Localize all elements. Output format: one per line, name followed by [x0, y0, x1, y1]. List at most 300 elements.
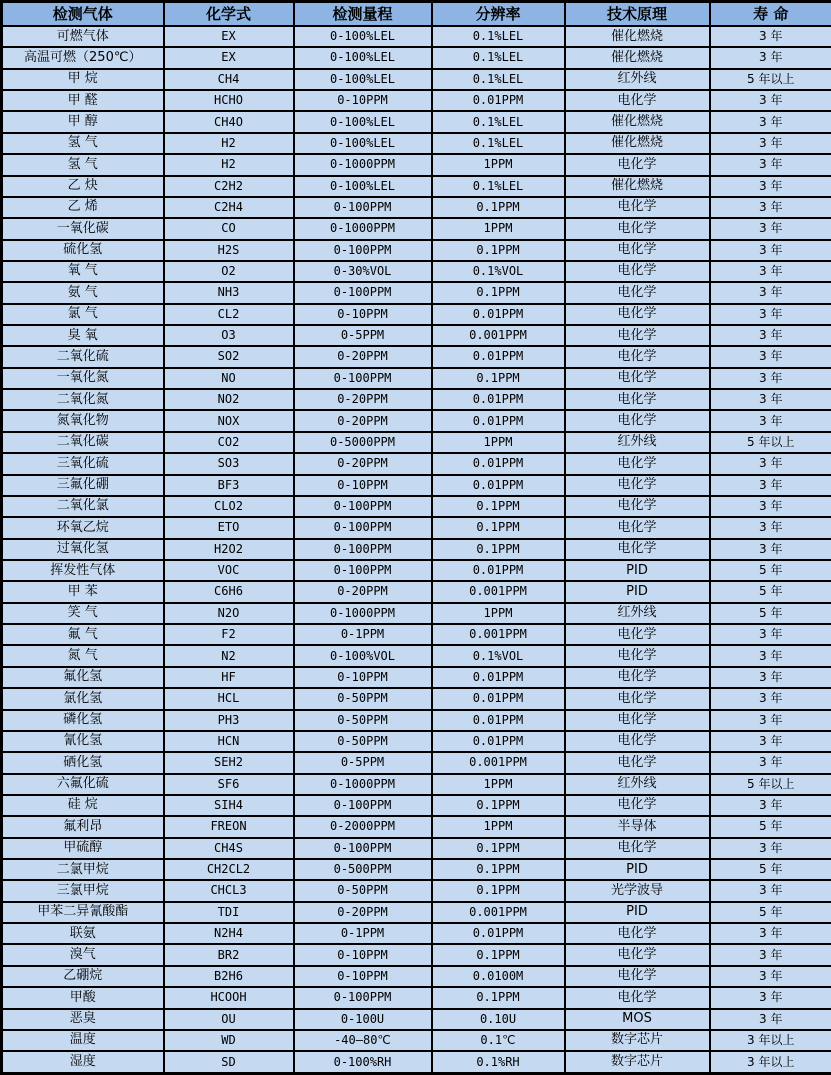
- cell-range: 0-1PPM: [294, 923, 432, 944]
- cell-formula: H2: [164, 154, 294, 175]
- cell-principle: 半导体: [565, 816, 710, 837]
- table-row: [2, 645, 831, 666]
- cell-formula: N2: [164, 645, 294, 666]
- cell-principle: PID: [565, 859, 710, 880]
- cell-resolution: 1PPM: [432, 432, 565, 453]
- cell-life: 3 年: [710, 261, 831, 282]
- cell-resolution: 0.01PPM: [432, 560, 565, 581]
- cell-formula: SIH4: [164, 795, 294, 816]
- cell-life: 3 年以上: [710, 1030, 831, 1051]
- cell-range: 0-100%LEL: [294, 111, 432, 132]
- cell-formula: SF6: [164, 774, 294, 795]
- cell-principle: 电化学: [565, 517, 710, 538]
- cell-principle: 电化学: [565, 453, 710, 474]
- cell-range: 0-100PPM: [294, 987, 432, 1008]
- table-row: [2, 880, 831, 901]
- cell-life: 3 年: [710, 325, 831, 346]
- cell-life: 3 年: [710, 346, 831, 367]
- cell-formula: SO2: [164, 346, 294, 367]
- cell-range: 0-1PPM: [294, 624, 432, 645]
- table-row: [2, 90, 831, 111]
- table-row: [2, 517, 831, 538]
- cell-formula: H2: [164, 133, 294, 154]
- cell-range: 0-50PPM: [294, 880, 432, 901]
- cell-principle: 电化学: [565, 731, 710, 752]
- cell-formula: O3: [164, 325, 294, 346]
- cell-life: 3 年: [710, 133, 831, 154]
- cell-range: 0-10PPM: [294, 90, 432, 111]
- cell-principle: 电化学: [565, 368, 710, 389]
- table-row: [2, 176, 831, 197]
- cell-gas: 笑 气: [2, 603, 164, 624]
- cell-principle: 催化燃烧: [565, 133, 710, 154]
- cell-resolution: 0.1%LEL: [432, 26, 565, 47]
- cell-resolution: 1PPM: [432, 816, 565, 837]
- cell-resolution: 0.1PPM: [432, 987, 565, 1008]
- cell-gas: 氟 气: [2, 624, 164, 645]
- cell-range: 0-100PPM: [294, 282, 432, 303]
- cell-life: 3 年: [710, 838, 831, 859]
- table-row: [2, 133, 831, 154]
- cell-range: 0-10PPM: [294, 475, 432, 496]
- cell-formula: CO: [164, 218, 294, 239]
- cell-gas: 一氧化氮: [2, 368, 164, 389]
- table-row: [2, 432, 831, 453]
- cell-resolution: 0.1%LEL: [432, 176, 565, 197]
- cell-resolution: 0.001PPM: [432, 325, 565, 346]
- cell-life: 3 年: [710, 26, 831, 47]
- cell-formula: C2H4: [164, 197, 294, 218]
- cell-principle: 电化学: [565, 197, 710, 218]
- cell-range: -40—80℃: [294, 1030, 432, 1051]
- cell-principle: 电化学: [565, 410, 710, 431]
- cell-formula: BR2: [164, 944, 294, 965]
- cell-resolution: 0.0100M: [432, 966, 565, 987]
- cell-formula: EX: [164, 26, 294, 47]
- cell-resolution: 0.1PPM: [432, 880, 565, 901]
- cell-resolution: 0.1PPM: [432, 240, 565, 261]
- cell-range: 0-50PPM: [294, 688, 432, 709]
- cell-life: 3 年: [710, 880, 831, 901]
- table-row: [2, 218, 831, 239]
- table-row: [2, 154, 831, 175]
- table-row: [2, 475, 831, 496]
- cell-range: 0-100PPM: [294, 240, 432, 261]
- cell-principle: 红外线: [565, 432, 710, 453]
- cell-principle: 数字芯片: [565, 1051, 710, 1073]
- cell-principle: 电化学: [565, 90, 710, 111]
- cell-principle: 电化学: [565, 667, 710, 688]
- cell-principle: 电化学: [565, 218, 710, 239]
- cell-range: 0-20PPM: [294, 453, 432, 474]
- cell-range: 0-10PPM: [294, 304, 432, 325]
- cell-life: 5 年: [710, 816, 831, 837]
- cell-range: 0-10PPM: [294, 667, 432, 688]
- cell-range: 0-20PPM: [294, 581, 432, 602]
- cell-formula: C6H6: [164, 581, 294, 602]
- cell-life: 3 年: [710, 539, 831, 560]
- table-row: [2, 816, 831, 837]
- table-row: [2, 282, 831, 303]
- cell-gas: 六氟化硫: [2, 774, 164, 795]
- cell-life: 3 年: [710, 240, 831, 261]
- cell-gas: 二氧化氯: [2, 496, 164, 517]
- cell-gas: 磷化氢: [2, 710, 164, 731]
- cell-life: 3 年: [710, 111, 831, 132]
- cell-range: 0-100PPM: [294, 539, 432, 560]
- table-row: [2, 774, 831, 795]
- cell-life: 3 年: [710, 795, 831, 816]
- cell-gas: 氢 气: [2, 133, 164, 154]
- cell-gas: 臭 氧: [2, 325, 164, 346]
- cell-gas: 乙 炔: [2, 176, 164, 197]
- table-row: [2, 346, 831, 367]
- cell-resolution: 0.1%LEL: [432, 133, 565, 154]
- cell-formula: EX: [164, 47, 294, 68]
- cell-life: 3 年: [710, 389, 831, 410]
- cell-range: 0-100%RH: [294, 1051, 432, 1073]
- cell-resolution: 0.01PPM: [432, 475, 565, 496]
- cell-gas: 三氧化硫: [2, 453, 164, 474]
- table-row: [2, 1030, 831, 1051]
- cell-formula: OU: [164, 1009, 294, 1030]
- cell-life: 3 年: [710, 624, 831, 645]
- cell-gas: 甲 烷: [2, 69, 164, 90]
- cell-resolution: 0.1PPM: [432, 197, 565, 218]
- table-row: [2, 987, 831, 1008]
- cell-principle: 电化学: [565, 795, 710, 816]
- cell-formula: HCOOH: [164, 987, 294, 1008]
- cell-gas: 三氯甲烷: [2, 880, 164, 901]
- cell-principle: 电化学: [565, 475, 710, 496]
- cell-gas: 甲苯二异氰酸酯: [2, 902, 164, 923]
- table-row: [2, 26, 831, 47]
- table-row: [2, 197, 831, 218]
- cell-principle: 催化燃烧: [565, 176, 710, 197]
- cell-formula: C2H2: [164, 176, 294, 197]
- cell-gas: 溴气: [2, 944, 164, 965]
- cell-principle: 电化学: [565, 923, 710, 944]
- cell-range: 0-20PPM: [294, 389, 432, 410]
- table-row: [2, 731, 831, 752]
- cell-resolution: 0.001PPM: [432, 581, 565, 602]
- header-row: [2, 2, 831, 27]
- cell-resolution: 0.1PPM: [432, 539, 565, 560]
- cell-resolution: 0.1PPM: [432, 795, 565, 816]
- cell-range: 0-100PPM: [294, 517, 432, 538]
- cell-formula: ETO: [164, 517, 294, 538]
- cell-life: 5 年: [710, 560, 831, 581]
- table-row: [2, 1009, 831, 1030]
- cell-principle: 催化燃烧: [565, 111, 710, 132]
- table-row: [2, 69, 831, 90]
- cell-formula: CH4: [164, 69, 294, 90]
- cell-principle: 电化学: [565, 688, 710, 709]
- cell-life: 3 年: [710, 154, 831, 175]
- cell-resolution: 0.1PPM: [432, 838, 565, 859]
- cell-principle: PID: [565, 560, 710, 581]
- cell-gas: 湿度: [2, 1051, 164, 1073]
- cell-formula: CLO2: [164, 496, 294, 517]
- table-row: [2, 47, 831, 68]
- cell-principle: 电化学: [565, 966, 710, 987]
- table-row: [2, 111, 831, 132]
- cell-gas: 甲硫醇: [2, 838, 164, 859]
- cell-principle: 红外线: [565, 603, 710, 624]
- table-row: [2, 902, 831, 923]
- table-row: [2, 496, 831, 517]
- cell-formula: B2H6: [164, 966, 294, 987]
- cell-resolution: 0.1PPM: [432, 496, 565, 517]
- cell-principle: 电化学: [565, 346, 710, 367]
- table-row: [2, 261, 831, 282]
- col-header-resolution: 分辨率: [432, 2, 565, 27]
- cell-life: 3 年: [710, 197, 831, 218]
- cell-gas: 氧 气: [2, 261, 164, 282]
- table-row: [2, 581, 831, 602]
- cell-gas: 恶臭: [2, 1009, 164, 1030]
- cell-formula: H2S: [164, 240, 294, 261]
- cell-range: 0-10PPM: [294, 966, 432, 987]
- cell-resolution: 1PPM: [432, 154, 565, 175]
- cell-gas: 氯 气: [2, 304, 164, 325]
- cell-principle: 光学波导: [565, 880, 710, 901]
- cell-life: 3 年: [710, 410, 831, 431]
- cell-principle: 电化学: [565, 282, 710, 303]
- cell-range: 0-100%VOL: [294, 645, 432, 666]
- cell-resolution: 0.1%VOL: [432, 261, 565, 282]
- cell-gas: 硫化氢: [2, 240, 164, 261]
- cell-life: 3 年: [710, 645, 831, 666]
- table-row: [2, 410, 831, 431]
- cell-principle: 电化学: [565, 752, 710, 773]
- cell-range: 0-100PPM: [294, 197, 432, 218]
- cell-resolution: 1PPM: [432, 603, 565, 624]
- cell-principle: 电化学: [565, 154, 710, 175]
- cell-range: 0-5PPM: [294, 325, 432, 346]
- cell-gas: 温度: [2, 1030, 164, 1051]
- cell-life: 3 年: [710, 944, 831, 965]
- cell-resolution: 0.01PPM: [432, 90, 565, 111]
- cell-range: 0-1000PPM: [294, 218, 432, 239]
- cell-life: 3 年: [710, 752, 831, 773]
- cell-life: 3 年: [710, 496, 831, 517]
- cell-life: 3 年: [710, 517, 831, 538]
- table-body: [2, 26, 831, 1074]
- cell-life: 3 年: [710, 688, 831, 709]
- table-row: [2, 710, 831, 731]
- cell-life: 3 年: [710, 90, 831, 111]
- cell-principle: 电化学: [565, 389, 710, 410]
- cell-formula: N2H4: [164, 923, 294, 944]
- cell-resolution: 0.001PPM: [432, 902, 565, 923]
- cell-formula: NO2: [164, 389, 294, 410]
- cell-life: 3 年: [710, 282, 831, 303]
- cell-range: 0-100PPM: [294, 560, 432, 581]
- cell-gas: 二氧化硫: [2, 346, 164, 367]
- cell-resolution: 0.1%RH: [432, 1051, 565, 1073]
- cell-principle: 电化学: [565, 261, 710, 282]
- cell-gas: 氯化氢: [2, 688, 164, 709]
- cell-life: 3 年: [710, 453, 831, 474]
- cell-resolution: 0.01PPM: [432, 389, 565, 410]
- cell-gas: 二氧化碳: [2, 432, 164, 453]
- cell-formula: FREON: [164, 816, 294, 837]
- cell-formula: SO3: [164, 453, 294, 474]
- cell-range: 0-20PPM: [294, 410, 432, 431]
- table-header: [2, 2, 831, 27]
- cell-resolution: 0.01PPM: [432, 667, 565, 688]
- cell-formula: HCL: [164, 688, 294, 709]
- table-row: [2, 944, 831, 965]
- cell-range: 0-100PPM: [294, 838, 432, 859]
- cell-life: 3 年: [710, 710, 831, 731]
- cell-life: 3 年: [710, 368, 831, 389]
- cell-resolution: 0.01PPM: [432, 410, 565, 431]
- table-row: [2, 304, 831, 325]
- cell-range: 0-100PPM: [294, 496, 432, 517]
- cell-principle: PID: [565, 902, 710, 923]
- cell-range: 0-5000PPM: [294, 432, 432, 453]
- cell-life: 5 年: [710, 581, 831, 602]
- cell-range: 0-100%LEL: [294, 176, 432, 197]
- cell-range: 0-50PPM: [294, 710, 432, 731]
- cell-principle: 电化学: [565, 838, 710, 859]
- cell-range: 0-50PPM: [294, 731, 432, 752]
- cell-principle: 红外线: [565, 774, 710, 795]
- cell-gas: 氨 气: [2, 282, 164, 303]
- cell-gas: 挥发性气体: [2, 560, 164, 581]
- cell-resolution: 0.01PPM: [432, 453, 565, 474]
- cell-principle: 电化学: [565, 645, 710, 666]
- table-row: [2, 688, 831, 709]
- cell-resolution: 0.01PPM: [432, 304, 565, 325]
- cell-principle: 催化燃烧: [565, 47, 710, 68]
- cell-life: 3 年: [710, 923, 831, 944]
- cell-gas: 氟化氢: [2, 667, 164, 688]
- cell-resolution: 0.01PPM: [432, 710, 565, 731]
- cell-gas: 氮氧化物: [2, 410, 164, 431]
- cell-resolution: 0.1℃: [432, 1030, 565, 1051]
- cell-formula: CH2CL2: [164, 859, 294, 880]
- cell-formula: VOC: [164, 560, 294, 581]
- cell-gas: 环氧乙烷: [2, 517, 164, 538]
- col-header-gas: 检测气体: [2, 2, 164, 27]
- cell-principle: 催化燃烧: [565, 26, 710, 47]
- table-row: [2, 923, 831, 944]
- cell-resolution: 0.1%VOL: [432, 645, 565, 666]
- cell-life: 5 年以上: [710, 69, 831, 90]
- cell-gas: 过氧化氢: [2, 539, 164, 560]
- cell-principle: 电化学: [565, 624, 710, 645]
- cell-gas: 氮 气: [2, 645, 164, 666]
- cell-formula: CH4S: [164, 838, 294, 859]
- table-row: [2, 368, 831, 389]
- cell-formula: NOX: [164, 410, 294, 431]
- cell-formula: CHCL3: [164, 880, 294, 901]
- table-row: [2, 1051, 831, 1073]
- cell-range: 0-100%LEL: [294, 47, 432, 68]
- cell-life: 3 年: [710, 966, 831, 987]
- cell-life: 3 年: [710, 1009, 831, 1030]
- cell-range: 0-30%VOL: [294, 261, 432, 282]
- cell-formula: NH3: [164, 282, 294, 303]
- cell-life: 5 年以上: [710, 774, 831, 795]
- col-header-range: 检测量程: [294, 2, 432, 27]
- cell-range: 0-1000PPM: [294, 154, 432, 175]
- cell-gas: 氢 气: [2, 154, 164, 175]
- cell-resolution: 0.1PPM: [432, 282, 565, 303]
- cell-range: 0-2000PPM: [294, 816, 432, 837]
- cell-range: 0-1000PPM: [294, 774, 432, 795]
- cell-life: 3 年: [710, 731, 831, 752]
- cell-gas: 乙 烯: [2, 197, 164, 218]
- cell-life: 5 年: [710, 902, 831, 923]
- cell-gas: 甲 醇: [2, 111, 164, 132]
- cell-principle: 红外线: [565, 69, 710, 90]
- cell-principle: 电化学: [565, 944, 710, 965]
- cell-gas: 甲 醛: [2, 90, 164, 111]
- cell-life: 5 年以上: [710, 432, 831, 453]
- cell-range: 0-100PPM: [294, 795, 432, 816]
- cell-range: 0-10PPM: [294, 944, 432, 965]
- col-header-formula: 化学式: [164, 2, 294, 27]
- cell-resolution: 0.10U: [432, 1009, 565, 1030]
- table-row: [2, 325, 831, 346]
- cell-principle: 电化学: [565, 539, 710, 560]
- table-row: [2, 624, 831, 645]
- table-row: [2, 453, 831, 474]
- table-row: [2, 603, 831, 624]
- cell-range: 0-5PPM: [294, 752, 432, 773]
- cell-range: 0-1000PPM: [294, 603, 432, 624]
- cell-formula: WD: [164, 1030, 294, 1051]
- cell-life: 3 年: [710, 475, 831, 496]
- cell-principle: 电化学: [565, 240, 710, 261]
- table-row: [2, 752, 831, 773]
- cell-life: 3 年以上: [710, 1051, 831, 1073]
- cell-principle: 电化学: [565, 325, 710, 346]
- cell-resolution: 1PPM: [432, 774, 565, 795]
- cell-range: 0-100%LEL: [294, 133, 432, 154]
- cell-life: 3 年: [710, 987, 831, 1008]
- cell-range: 0-100%LEL: [294, 69, 432, 90]
- cell-formula: NO: [164, 368, 294, 389]
- cell-formula: H2O2: [164, 539, 294, 560]
- cell-resolution: 0.1PPM: [432, 517, 565, 538]
- cell-resolution: 0.1PPM: [432, 859, 565, 880]
- cell-formula: HF: [164, 667, 294, 688]
- cell-formula: O2: [164, 261, 294, 282]
- cell-life: 5 年: [710, 859, 831, 880]
- cell-formula: PH3: [164, 710, 294, 731]
- cell-gas: 可燃气体: [2, 26, 164, 47]
- cell-life: 3 年: [710, 176, 831, 197]
- cell-formula: CH4O: [164, 111, 294, 132]
- cell-life: 5 年: [710, 603, 831, 624]
- table-row: [2, 859, 831, 880]
- cell-principle: 数字芯片: [565, 1030, 710, 1051]
- cell-resolution: 1PPM: [432, 218, 565, 239]
- cell-gas: 高温可燃（250℃）: [2, 47, 164, 68]
- cell-resolution: 0.001PPM: [432, 752, 565, 773]
- cell-resolution: 0.1%LEL: [432, 47, 565, 68]
- cell-formula: CL2: [164, 304, 294, 325]
- table-row: [2, 795, 831, 816]
- cell-formula: BF3: [164, 475, 294, 496]
- cell-resolution: 0.001PPM: [432, 624, 565, 645]
- cell-range: 0-100%LEL: [294, 26, 432, 47]
